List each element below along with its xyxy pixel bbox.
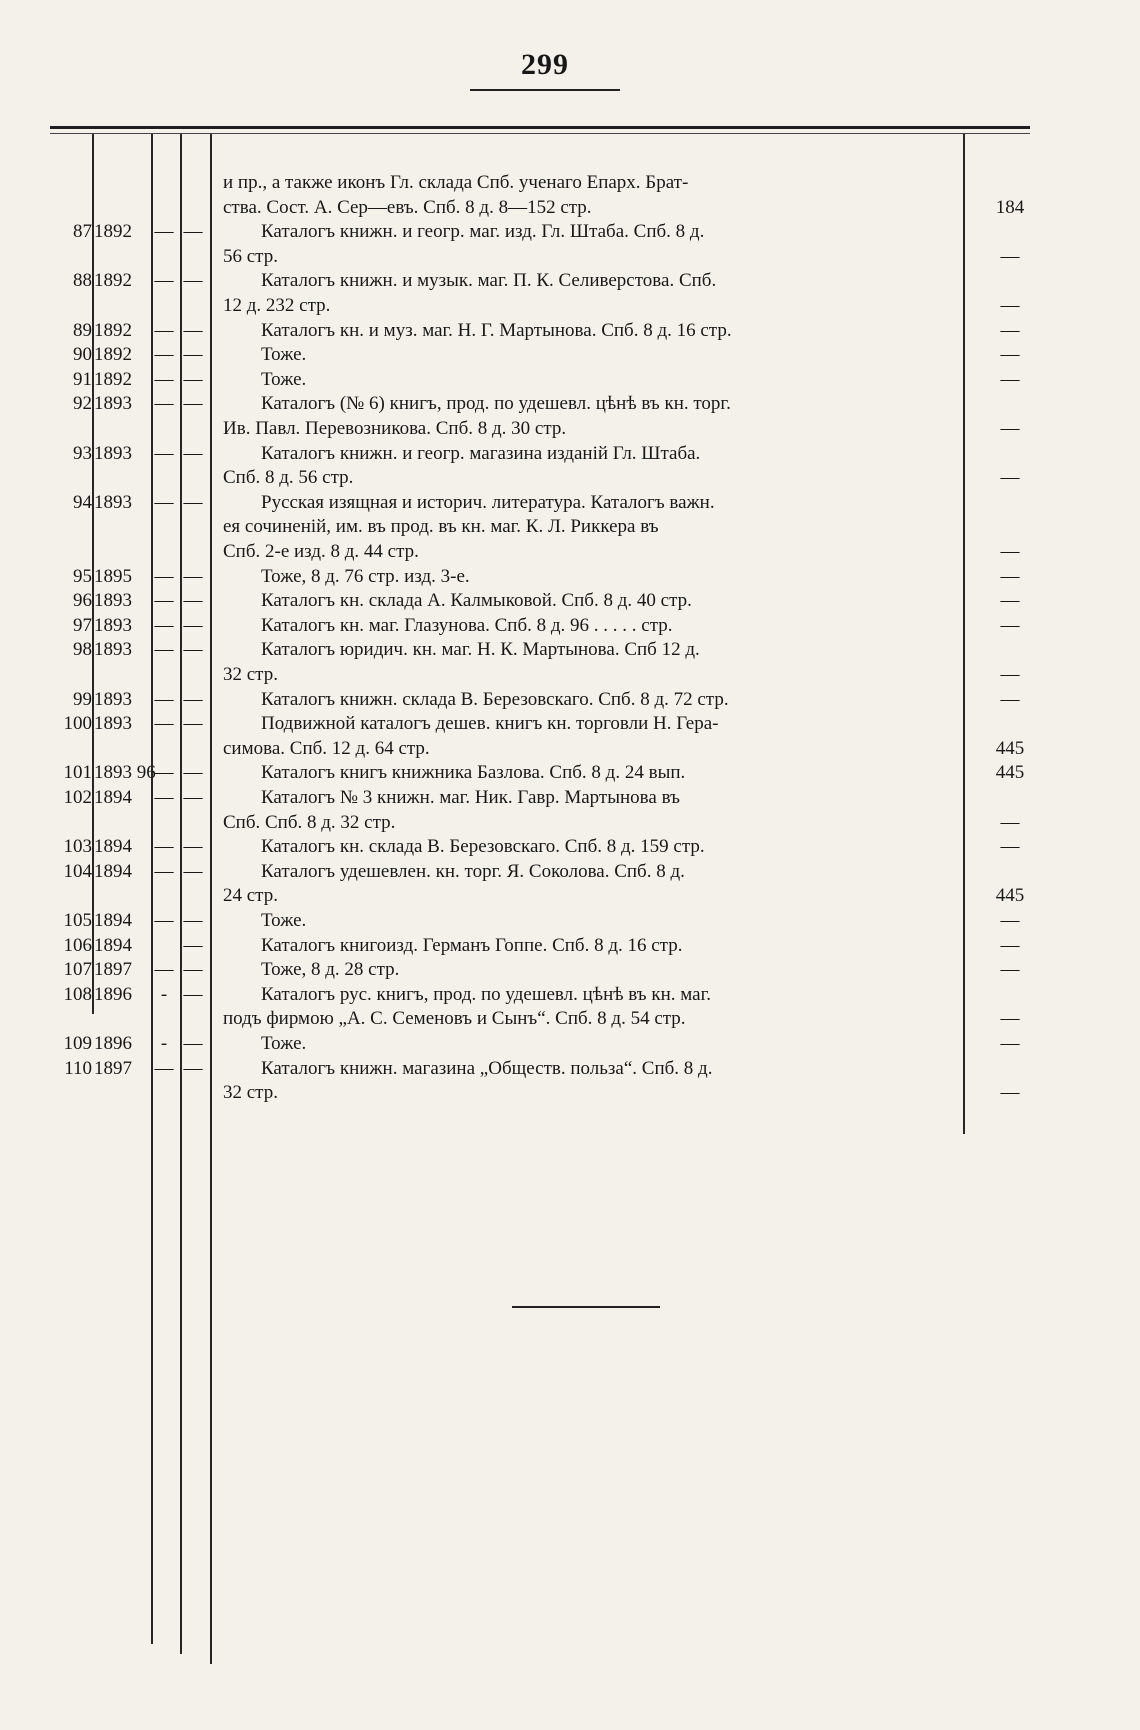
entry-mark-1: — xyxy=(154,442,174,464)
entry-title: Каталогъ кн. склада А. Калмыковой. Спб. 8 д. 40 стр. xyxy=(261,590,692,612)
table-row xyxy=(0,196,1140,220)
entry-title: Тоже. xyxy=(261,344,307,366)
entry-title: Каталогъ кн. маг. Глазунова. Спб. 8 д. 96 . . . . . стр. xyxy=(261,614,673,636)
entry-mark-2: — xyxy=(183,910,203,931)
entry-mark-1: — xyxy=(154,836,174,858)
entry-reference: — xyxy=(1000,811,1020,833)
table-row xyxy=(0,343,1140,367)
table-row xyxy=(0,712,1140,736)
entry-title: Каталогъ книжн. склада В. Березовскаго. Спб. 8 д. 72 стр. xyxy=(261,688,729,710)
entry-year: 1896 xyxy=(94,1033,132,1054)
entry-mark-2: — xyxy=(183,762,203,784)
entry-mark-1: — xyxy=(154,614,174,636)
entry-mark-1: — xyxy=(154,860,174,882)
table-row xyxy=(0,171,1140,195)
entry-mark-1: — xyxy=(154,344,174,366)
table-row xyxy=(0,245,1140,269)
entry-mark-2: — xyxy=(183,1033,203,1054)
entry-reference: — xyxy=(1000,541,1020,562)
entry-mark-2: — xyxy=(183,565,203,587)
entry-mark-1: — xyxy=(154,688,174,710)
entry-year: 1893 xyxy=(94,688,132,710)
table-row xyxy=(0,515,1140,539)
entry-mark-2: — xyxy=(183,639,203,661)
page-number-rule xyxy=(470,89,620,91)
entry-title: 32 стр. xyxy=(223,664,278,685)
entry-reference: — xyxy=(1000,467,1020,489)
entry-number: 109 xyxy=(63,1033,92,1054)
table-row xyxy=(0,638,1140,662)
table-row xyxy=(0,663,1140,687)
entry-number: 100 xyxy=(63,713,92,735)
entry-mark-1: — xyxy=(154,270,174,292)
entry-year: 1894 xyxy=(94,836,132,858)
entry-title: Тоже, 8 д. 76 стр. изд. 3-е. xyxy=(261,565,470,587)
entry-year: 1897 xyxy=(94,959,132,981)
entry-number: 102 xyxy=(63,787,92,808)
entry-reference: — xyxy=(1000,1008,1020,1030)
entry-reference: 445 xyxy=(995,762,1025,784)
entry-year: 1893 xyxy=(94,442,132,464)
entry-year: 1892 xyxy=(94,344,132,366)
entry-title: Каталогъ книжн. и музык. маг. П. К. Селиверстова. Спб. xyxy=(261,270,717,292)
entry-mark-1: — xyxy=(154,393,174,415)
entry-number: 105 xyxy=(63,910,92,931)
entry-title: Тоже. xyxy=(261,1033,307,1054)
entry-year: 1896 xyxy=(94,983,132,1005)
entry-number: 98 xyxy=(73,639,92,661)
table-row xyxy=(0,909,1140,933)
table-row xyxy=(0,860,1140,884)
entry-title: Русская изящная и историч. литература. Каталогъ важн. xyxy=(261,491,715,513)
entry-mark-2: — xyxy=(183,1057,203,1079)
table-row xyxy=(0,614,1140,638)
table-row xyxy=(0,392,1140,416)
table-row xyxy=(0,835,1140,859)
entry-mark-2: — xyxy=(183,713,203,735)
entry-title: Каталогъ книжн. магазина „Обществ. польза“. Спб. 8 д. xyxy=(261,1057,713,1079)
entry-reference: — xyxy=(1000,688,1020,710)
entry-year: 1893 96 xyxy=(94,762,156,784)
entry-mark-2: — xyxy=(183,688,203,710)
table-row xyxy=(0,294,1140,318)
entry-year: 1894 xyxy=(94,860,132,882)
table-row xyxy=(0,269,1140,293)
entry-number: 91 xyxy=(73,368,92,390)
entry-mark-2: — xyxy=(183,344,203,366)
entry-number: 110 xyxy=(64,1057,92,1079)
entry-title: Каталогъ (№ 6) книгъ, прод. по удешевл. цѣнѣ въ кн. торг. xyxy=(261,393,731,415)
entry-number: 107 xyxy=(63,959,92,981)
table-row xyxy=(0,983,1140,1007)
entry-title: Спб. 2-е изд. 8 д. 44 стр. xyxy=(223,541,419,562)
table-row xyxy=(0,589,1140,613)
entry-number: 90 xyxy=(73,344,92,366)
entry-number: 96 xyxy=(73,590,92,612)
table-row xyxy=(0,1032,1140,1056)
entry-mark-2: — xyxy=(183,368,203,390)
table-row xyxy=(0,442,1140,466)
entry-reference: 184 xyxy=(995,196,1025,218)
entry-year: 1892 xyxy=(94,319,132,341)
entry-mark-1: - xyxy=(160,1033,168,1054)
entry-mark-1: - xyxy=(160,983,168,1005)
entry-mark-2: — xyxy=(183,860,203,882)
entry-number: 95 xyxy=(73,565,92,587)
entry-mark-2: — xyxy=(183,221,203,243)
entry-reference: — xyxy=(1000,245,1020,267)
entry-mark-1: — xyxy=(154,590,174,612)
entry-year: 1894 xyxy=(94,910,132,931)
table-row xyxy=(0,761,1140,785)
table-row xyxy=(0,958,1140,982)
entry-number: 97 xyxy=(73,614,92,636)
entry-title: Спб. 8 д. 56 стр. xyxy=(223,467,354,489)
table-row xyxy=(0,1081,1140,1105)
entry-reference: — xyxy=(1000,836,1020,858)
entry-reference: — xyxy=(1000,959,1020,981)
table-row xyxy=(0,688,1140,712)
entry-number: 108 xyxy=(63,983,92,1005)
entry-reference: — xyxy=(1000,590,1020,612)
entry-number: 99 xyxy=(73,688,92,710)
entry-mark-1: — xyxy=(154,368,174,390)
entry-number: 101 xyxy=(63,762,92,784)
entry-reference: — xyxy=(1000,614,1020,636)
entry-year: 1893 xyxy=(94,713,132,735)
entry-reference: 445 xyxy=(995,737,1025,759)
entry-title: ства. Сост. А. Сер—евъ. Спб. 8 д. 8—152 стр. xyxy=(223,196,592,218)
entry-mark-1: — xyxy=(154,959,174,981)
entry-title: 56 стр. xyxy=(223,245,278,267)
entry-reference: — xyxy=(1000,344,1020,366)
entry-mark-2: — xyxy=(183,614,203,636)
entry-mark-1: — xyxy=(154,639,174,661)
entry-mark-1: — xyxy=(154,910,174,931)
table-row xyxy=(0,934,1140,958)
entry-reference: — xyxy=(1000,664,1020,685)
entry-number: 87 xyxy=(73,221,92,243)
entry-number: 94 xyxy=(73,491,92,513)
table-row xyxy=(0,1007,1140,1031)
entry-mark-2: — xyxy=(183,787,203,808)
entry-mark-2: — xyxy=(183,270,203,292)
entry-year: 1892 xyxy=(94,368,132,390)
entry-title: Ив. Павл. Перевозникова. Спб. 8 д. 30 стр. xyxy=(223,418,567,439)
entry-mark-2: — xyxy=(183,836,203,858)
entry-mark-2: — xyxy=(183,319,203,341)
entry-mark-2: — xyxy=(183,959,203,981)
entry-title: Каталогъ книжн. и геогр. магазина изданій Гл. Штаба. xyxy=(261,442,701,464)
entry-number: 88 xyxy=(73,270,92,292)
entry-number: 92 xyxy=(73,393,92,415)
entry-mark-2: — xyxy=(183,491,203,513)
entry-title: Каталогъ кн. и муз. маг. Н. Г. Мартынова. Спб. 8 д. 16 стр. xyxy=(261,319,732,341)
entry-reference: — xyxy=(1000,565,1020,587)
entry-number: 93 xyxy=(73,442,92,464)
table-top-rule xyxy=(50,126,1030,129)
entry-title: Тоже. xyxy=(261,368,307,390)
table-row xyxy=(0,417,1140,441)
page-number: 299 xyxy=(521,48,569,81)
entry-reference: — xyxy=(1000,910,1020,931)
table-row xyxy=(0,786,1140,810)
entry-mark-2: — xyxy=(183,442,203,464)
table-row xyxy=(0,466,1140,490)
entry-title: Каталогъ юридич. кн. маг. Н. К. Мартынова. Спб 12 д. xyxy=(261,639,700,661)
entry-year: 1892 xyxy=(94,221,132,243)
table-row xyxy=(0,565,1140,589)
entry-mark-1: — xyxy=(154,565,174,587)
entry-title: Каталогъ удешевлен. кн. торг. Я. Соколова. Спб. 8 д. xyxy=(261,860,685,882)
entry-title: 12 д. 232 стр. xyxy=(223,295,331,316)
entry-title: Каталогъ рус. книгъ, прод. по удешевл. цѣнѣ въ кн. маг. xyxy=(261,983,712,1005)
table-top-rule-thin xyxy=(50,133,1030,134)
entry-title: ея сочиненій, им. въ прод. въ кн. маг. К. Л. Риккера въ xyxy=(223,516,659,538)
end-rule xyxy=(512,1306,660,1308)
entry-year: 1892 xyxy=(94,270,132,292)
entry-title: Каталогъ № 3 книжн. маг. Ник. Гавр. Мартынова въ xyxy=(261,787,680,808)
table-row xyxy=(0,319,1140,343)
table-row xyxy=(0,1057,1140,1081)
entry-year: 1893 xyxy=(94,614,132,636)
entry-reference: — xyxy=(1000,1033,1020,1054)
entry-reference: — xyxy=(1000,418,1020,439)
entry-reference: — xyxy=(1000,934,1020,956)
entry-title: Каталогъ книжн. и геогр. маг. изд. Гл. Штаба. Спб. 8 д. xyxy=(261,221,705,243)
entry-year: 1893 xyxy=(94,639,132,661)
entry-number: 89 xyxy=(73,319,92,341)
entry-title: симова. Спб. 12 д. 64 стр. xyxy=(223,737,430,759)
entry-mark-1: — xyxy=(154,787,174,808)
entry-year: 1895 xyxy=(94,565,132,587)
entry-title: и пр., а также иконъ Гл. склада Спб. ученаго Епарх. Брат- xyxy=(223,172,689,193)
entry-year: 1894 xyxy=(94,787,132,808)
entry-mark-2: — xyxy=(183,934,203,956)
entry-reference: — xyxy=(1000,319,1020,341)
entry-year: 1893 xyxy=(94,590,132,612)
entry-mark-1: — xyxy=(154,491,174,513)
entry-mark-1: — xyxy=(154,762,174,784)
entry-mark-1: — xyxy=(154,221,174,243)
entry-number: 103 xyxy=(63,836,92,858)
entry-year: 1893 xyxy=(94,491,132,513)
entry-year: 1897 xyxy=(94,1057,132,1079)
entry-reference: 445 xyxy=(995,885,1025,907)
entry-mark-1: — xyxy=(154,713,174,735)
entry-year: 1893 xyxy=(94,393,132,415)
table-row xyxy=(0,811,1140,835)
entry-title: Каталогъ книгъ книжника Базлова. Спб. 8 д. 24 вып. xyxy=(261,762,686,784)
entry-title: 24 стр. xyxy=(223,885,278,907)
entry-reference: — xyxy=(1000,1082,1020,1104)
entry-title: Тоже, 8 д. 28 стр. xyxy=(261,959,400,981)
entry-number: 104 xyxy=(63,860,92,882)
entry-title: подъ фирмою „А. С. Семеновъ и Сынъ“. Спб. 8 д. 54 стр. xyxy=(223,1008,686,1030)
entry-mark-2: — xyxy=(183,590,203,612)
entry-title: Тоже. xyxy=(261,910,307,931)
entry-number: 106 xyxy=(63,934,92,956)
entry-mark-2: — xyxy=(183,983,203,1005)
table-row xyxy=(0,368,1140,392)
table-row xyxy=(0,540,1140,564)
entry-title: Подвижной каталогъ дешев. книгъ кн. торговли Н. Гера- xyxy=(261,713,719,735)
entry-reference: — xyxy=(1000,295,1020,316)
entry-mark-2: — xyxy=(183,393,203,415)
entry-title: 32 стр. xyxy=(223,1082,278,1104)
entry-title: Каталогъ кн. склада В. Березовскаго. Спб. 8 д. 159 стр. xyxy=(261,836,705,858)
entry-title: Спб. Спб. 8 д. 32 стр. xyxy=(223,811,396,833)
entry-mark-1: — xyxy=(154,1057,174,1079)
entry-title: Каталогъ книгоизд. Германъ Гоппе. Спб. 8 д. 16 стр. xyxy=(261,934,683,956)
table-row xyxy=(0,491,1140,515)
table-row xyxy=(0,737,1140,761)
table-row xyxy=(0,220,1140,244)
table-row xyxy=(0,884,1140,908)
entry-mark-1: — xyxy=(154,319,174,341)
entry-year: 1894 xyxy=(94,934,132,956)
entry-reference: — xyxy=(1000,368,1020,390)
